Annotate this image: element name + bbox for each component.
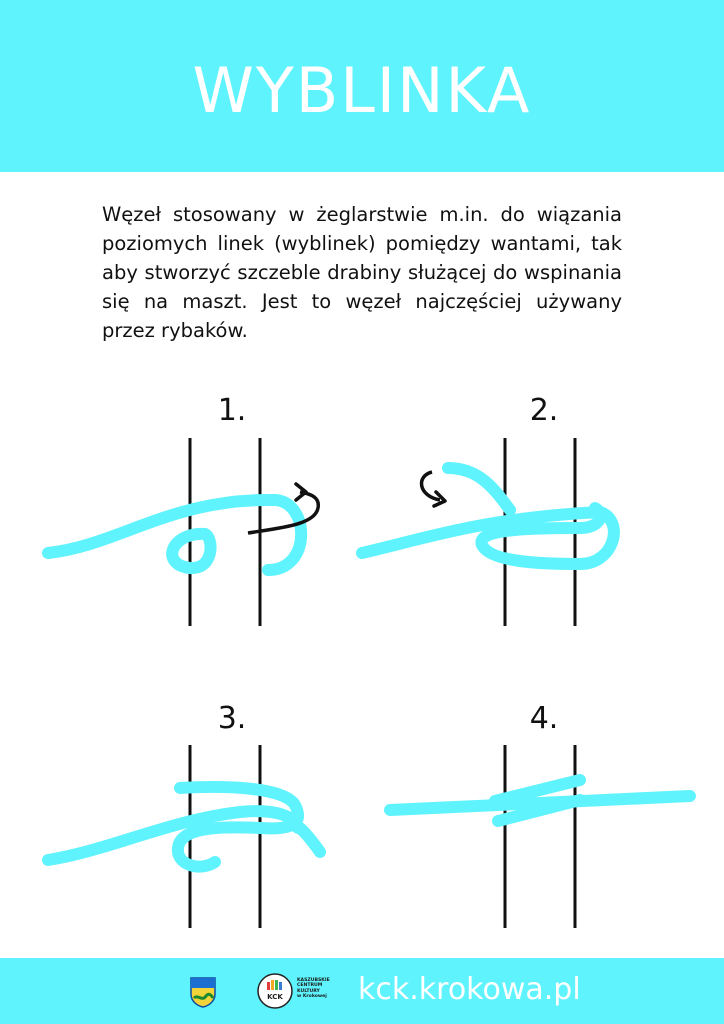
step-label-4: 4. — [529, 701, 559, 736]
description-text: Węzeł stosowany w żeglarstwie m.in. do wiązania poziomych linek (wyblinek) pomiędzy wantami, tak aby stworzyć szczeble drabiny służącej do wspinania się na maszt. Jest to węzeł najczęściej używany przez rybaków. — [102, 203, 622, 342]
steps-diagram — [0, 380, 724, 940]
kck-logo-icon — [256, 972, 294, 1010]
rope-step-3-icon — [48, 745, 320, 928]
footer-bar — [0, 958, 724, 1024]
logo-text-line: w Krokowej — [297, 994, 327, 1000]
municipality-crest-icon — [190, 976, 216, 1008]
step-label-3: 3. — [217, 701, 247, 736]
logo-text-line: CENTRUM — [297, 983, 323, 989]
page-title: WYBLINKA — [192, 53, 532, 127]
logo-text-line: KULTURY — [297, 988, 320, 994]
header-banner — [0, 0, 724, 172]
step-label-2: 2. — [529, 393, 559, 428]
logo-text-line: KASZUBSKIE — [297, 978, 330, 983]
svg-text:KCK: KCK — [267, 993, 283, 1001]
rope-step-1-icon — [48, 438, 318, 626]
kck-logo-text — [297, 978, 345, 1000]
rope-step-4-icon — [390, 745, 690, 928]
step-label-1: 1. — [217, 393, 247, 428]
rope-step-2-icon — [362, 438, 614, 626]
knot-steps-svg — [0, 380, 724, 940]
website-link[interactable]: kck.krokowa.pl — [358, 972, 581, 1007]
